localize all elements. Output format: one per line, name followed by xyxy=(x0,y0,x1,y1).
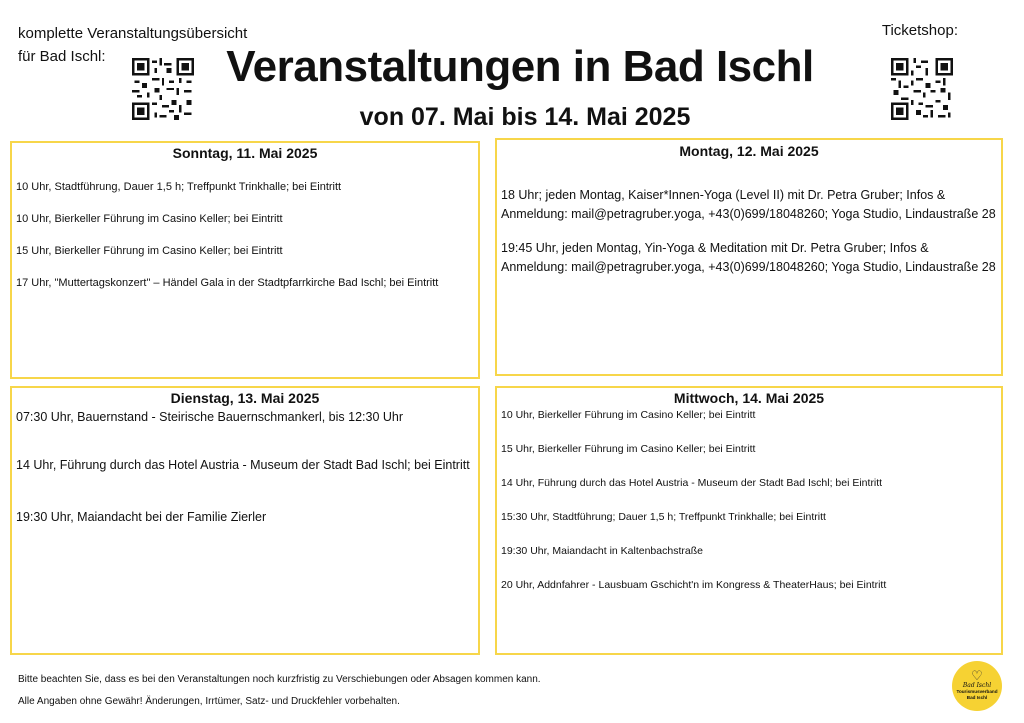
day-heading: Sonntag, 11. Mai 2025 xyxy=(172,145,318,161)
footer-note-changes: Bitte beachten Sie, dass es bei den Veranstaltungen noch kurzfristig zu Verschiebungen oder Absagen kommen kann. xyxy=(18,674,541,685)
event-item: 18 Uhr; jeden Montag, Kaiser*Innen-Yoga (Level II) mit Dr. Petra Gruber; Infos & Anmeldung: mail@petragruber.yoga, +43(0)699/18048260; Yoga Studio, Lindaustraße 28 xyxy=(501,188,996,221)
qr-code-icon xyxy=(132,58,194,120)
event-item: 14 Uhr, Führung durch das Hotel Austria - Museum der Stadt Bad Ischl; bei Eintritt xyxy=(16,458,470,472)
qr-code-icon xyxy=(891,58,953,120)
heart-icon: ♡ xyxy=(971,668,983,683)
event-item: 14 Uhr, Führung durch das Hotel Austria - Museum der Stadt Bad Ischl; bei Eintritt xyxy=(501,477,883,489)
intro-line-1: komplette Veranstaltungsübersicht xyxy=(18,25,248,42)
tourism-logo xyxy=(952,661,1002,711)
event-item: 15 Uhr, Bierkeller Führung im Casino Keller; bei Eintritt xyxy=(16,245,283,257)
day-panel-wednesday xyxy=(495,386,1003,655)
qr-code-overview-icon[interactable] xyxy=(132,58,194,120)
footer-note-disclaimer: Alle Angaben ohne Gewähr! Änderungen, Irrtümer, Satz- und Druckfehler vorbehalten. xyxy=(18,696,400,707)
day-heading: Montag, 12. Mai 2025 xyxy=(679,143,819,159)
ticketshop-label: Ticketshop: xyxy=(881,22,958,39)
date-range-subtitle: von 07. Mai bis 14. Mai 2025 xyxy=(359,103,691,131)
event-item: 20 Uhr, Addnfahrer - Lausbuam Gschicht'n im Kongress & TheaterHaus; bei Eintritt xyxy=(501,579,887,591)
qr-code-ticketshop-icon[interactable] xyxy=(891,58,953,120)
event-item: 19:30 Uhr, Maiandacht in Kaltenbachstraße xyxy=(501,545,703,557)
event-item: 10 Uhr, Bierkeller Führung im Casino Keller; bei Eintritt xyxy=(501,409,756,421)
event-item: 17 Uhr, "Muttertagskonzert" – Händel Gala in der Stadtpfarrkirche Bad Ischl; bei Eintritt xyxy=(16,277,439,289)
event-item: 15:30 Uhr, Stadtführung; Dauer 1,5 h; Treffpunkt Trinkhalle; bei Eintritt xyxy=(501,511,826,523)
day-heading: Mittwoch, 14. Mai 2025 xyxy=(673,390,825,406)
logo-line-2: Bad Ischl xyxy=(966,694,988,700)
intro-line-2: für Bad Ischl: xyxy=(18,48,106,65)
day-panel-monday xyxy=(495,138,1003,376)
logo-line-1: Tourismusverband xyxy=(956,689,998,694)
event-item: 10 Uhr, Bierkeller Führung im Casino Keller; bei Eintritt xyxy=(16,213,283,225)
page-title: Veranstaltungen in Bad Ischl xyxy=(226,42,814,91)
logo-script: Bad Ischl xyxy=(962,682,992,689)
day-heading: Dienstag, 13. Mai 2025 xyxy=(170,390,320,406)
event-item: 19:30 Uhr, Maiandacht bei der Familie Zierler xyxy=(16,510,267,524)
event-item: 19:45 Uhr, jeden Montag, Yin-Yoga & Meditation mit Dr. Petra Gruber; Infos & Anmeldung: mail@petragruber.yoga, +43(0)699/18048260; Yoga Studio, Lindaustraße 28 xyxy=(501,241,996,274)
day-panel-tuesday xyxy=(10,386,480,655)
event-item: 15 Uhr, Bierkeller Führung im Casino Keller; bei Eintritt xyxy=(501,443,756,455)
event-item: 10 Uhr, Stadtführung, Dauer 1,5 h; Treffpunkt Trinkhalle; bei Eintritt xyxy=(16,181,342,193)
event-item: 07:30 Uhr, Bauernstand - Steirische Bauernschmankerl, bis 12:30 Uhr xyxy=(16,410,404,424)
day-panel-sunday xyxy=(10,141,480,379)
